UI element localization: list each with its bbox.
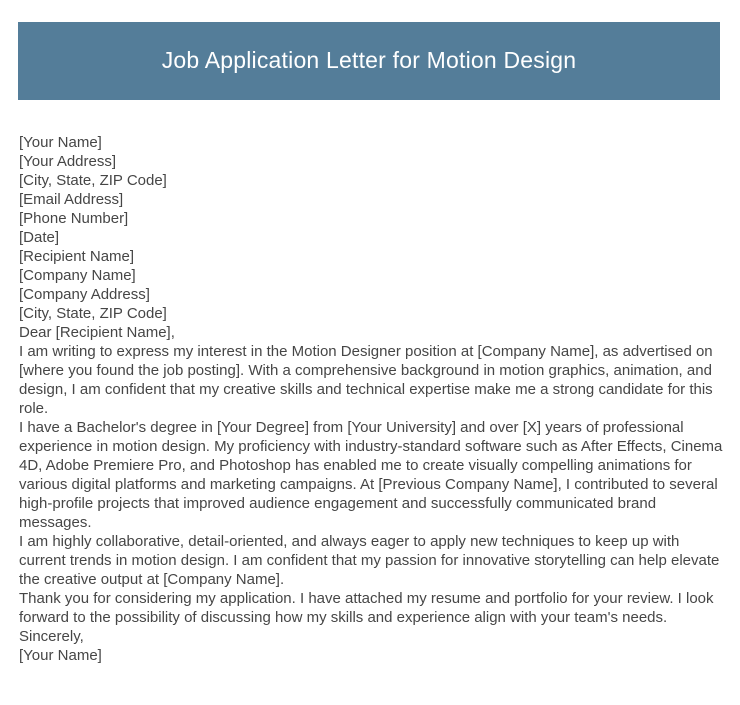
sender-city-line: [City, State, ZIP Code]: [19, 172, 167, 189]
sender-phone-line: [Phone Number]: [19, 210, 129, 227]
document-header-banner: [18, 22, 720, 100]
recipient-name-line: [Recipient Name]: [19, 248, 135, 265]
sender-email-line: [Email Address]: [19, 191, 124, 208]
salutation-line: Dear [Recipient Name],: [19, 324, 175, 341]
body-paragraph-3: I am highly collaborative, detail-oriented, and always eager to apply new techniques to keep up with current trends in motion design. I am confident that my passion for innovative storytelling can help elevate the creative output at [Company Name].: [19, 533, 720, 588]
letter-body: [19, 133, 725, 665]
date-line: [Date]: [19, 229, 60, 246]
body-paragraph-4: Thank you for considering my application. I have attached my resume and portfolio for your review. I look forward to the possibility of discussing how my skills and experience align with your team's needs.: [19, 590, 714, 626]
sender-address-line: [Your Address]: [19, 153, 117, 170]
recipient-address-line: [Company Address]: [19, 286, 150, 303]
recipient-company-line: [Company Name]: [19, 267, 136, 284]
body-paragraph-2: I have a Bachelor's degree in [Your Degree] from [Your University] and over [X] years of professional experience in motion design. My proficiency with industry-standard software such as After Effects, Cinema 4D, Adobe Premiere Pro, and Photoshop has enabled me to create visually compelling animations for various digital platforms and marketing campaigns. At [Previous Company Name], I contributed to several high-profile projects that improved audience engagement and successfully communicated brand messages.: [19, 419, 723, 531]
body-paragraph-1: I am writing to express my interest in the Motion Designer position at [Company Name], as advertised on [where you found the job posting]. With a comprehensive background in motion graphics, animation, and design, I am confident that my creative skills and technical expertise make me a strong candidate for this role.: [19, 343, 713, 417]
sender-name-line: [Your Name]: [19, 134, 102, 151]
closing-line: Sincerely,: [19, 628, 84, 645]
page-title: Job Application Letter for Motion Design: [161, 47, 577, 74]
recipient-city-line: [City, State, ZIP Code]: [19, 305, 167, 322]
signature-line: [Your Name]: [19, 647, 102, 664]
